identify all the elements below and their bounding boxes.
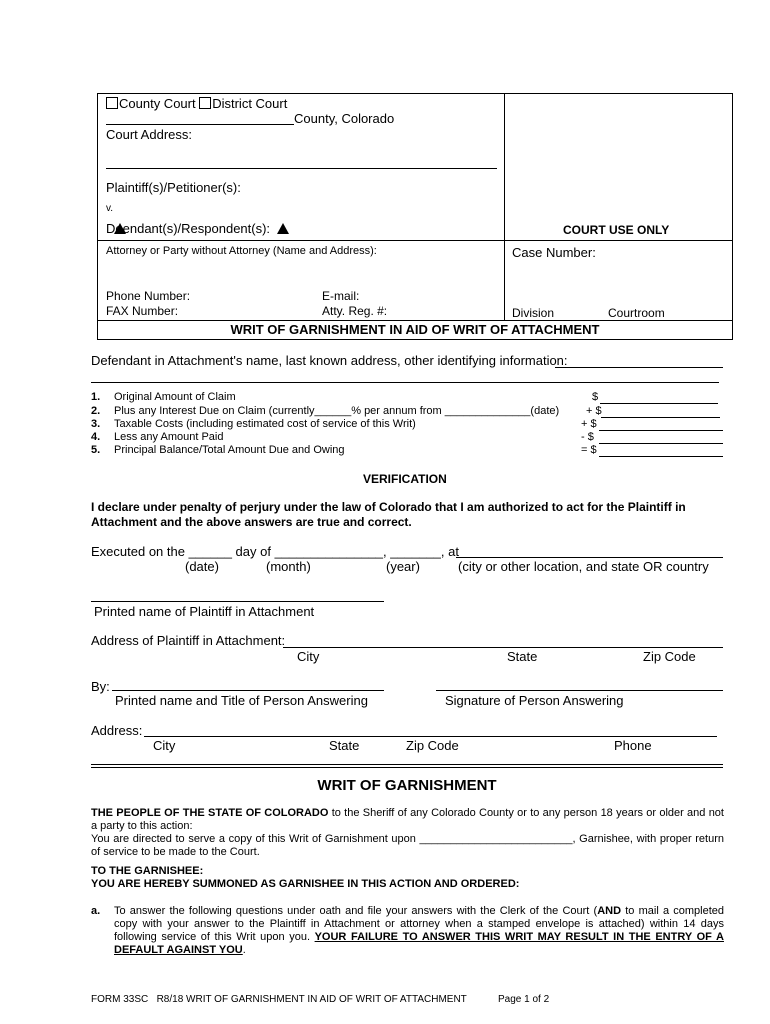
email-label: E-mail: <box>322 289 360 303</box>
item-1-sign: $ <box>592 391 599 403</box>
court-selection <box>106 96 287 111</box>
defendant-suffix: endant(s)/Respondent(s): <box>122 221 271 236</box>
plaintiff-zip-caption: Zip Code <box>643 649 696 664</box>
item-4-amount-line[interactable] <box>599 443 723 444</box>
item-a-part-1: To answer the following questions under oath and file your answers with the Clerk of the Court ( <box>114 905 598 917</box>
writ-heading: WRIT OF GARNISHMENT <box>317 777 497 794</box>
court-address-line[interactable] <box>106 168 497 169</box>
county-colorado-label: County, Colorado <box>294 111 395 126</box>
printed-title-caption: Printed name and Title of Person Answering <box>115 693 368 708</box>
item-a-and: AND <box>597 905 622 917</box>
executed-month-caption: (month) <box>266 559 311 574</box>
item-4-sign: - $ <box>581 431 594 443</box>
versus-label: v. <box>106 203 114 214</box>
people-paragraph <box>91 807 724 833</box>
item-1-amount-line[interactable] <box>600 403 718 404</box>
caption-vertical-divider <box>504 93 505 321</box>
item-a-text <box>114 905 724 957</box>
address-label: Address: <box>91 723 143 738</box>
plaintiff-city-caption: City <box>297 649 320 664</box>
item-4-label: Less any Amount Paid <box>114 431 224 443</box>
printed-name-plaintiff-label: Printed name of Plaintiff in Attachment <box>94 604 315 619</box>
item-1-label: Original Amount of Claim <box>114 391 236 403</box>
footer-form-id: FORM 33SC R8/18 WRIT OF GARNISHMENT IN AID OF WRIT OF ATTACHMENT <box>91 994 467 1005</box>
division-label: Division <box>512 306 555 320</box>
plaintiff-label: Plaintiff(s)/Petitioner(s): <box>106 180 241 195</box>
printed-name-plaintiff-line[interactable] <box>91 601 384 602</box>
to-garnishee-label: TO THE GARNISHEE: <box>91 865 204 877</box>
item-1-num: 1. <box>91 391 101 403</box>
section-divider <box>91 764 723 768</box>
footer-page-number: Page 1 of 2 <box>498 994 550 1005</box>
item-4-num: 4. <box>91 431 101 443</box>
people-rest: to the Sheriff of any Colorado County or to any person 18 years or older and not a party to this action: <box>91 807 724 832</box>
item-3-num: 3. <box>91 418 101 430</box>
defendant-label <box>106 221 289 236</box>
triangle-marker-icon <box>277 223 289 234</box>
executed-on-text: Executed on the ______ day of _______________, _______, at <box>91 544 459 559</box>
item-a-part-2: to mail a completed copy with your answer to the Plaintiff in Attachment or attorney when a stamped envelope is attached) within 14 days following service of this Writ upon you. <box>114 905 724 943</box>
signature-line[interactable] <box>436 690 723 691</box>
address-plaintiff-label: Address of Plaintiff in Attachment: <box>91 633 286 648</box>
county-court-checkbox[interactable] <box>106 97 118 109</box>
item-2-label: Plus any Interest Due on Claim (currently______% per annum from ______________(date) <box>114 405 560 417</box>
plaintiff-state-caption: State <box>507 649 538 664</box>
item-2-amount-line[interactable] <box>601 417 720 418</box>
district-court-checkbox[interactable] <box>199 97 211 109</box>
district-court-label: District Court <box>212 96 288 111</box>
verification-heading: VERIFICATION <box>363 472 447 486</box>
item-a-end: . <box>242 944 246 956</box>
defendant-info-line-2[interactable] <box>91 382 719 383</box>
address-zip-caption: Zip Code <box>406 738 459 753</box>
address-state-caption: State <box>329 738 360 753</box>
court-use-only: COURT USE ONLY <box>563 223 670 237</box>
case-number-label: Case Number: <box>512 245 596 260</box>
by-label: By: <box>91 679 110 694</box>
item-3-sign: + $ <box>581 418 597 430</box>
defendant-info-label: Defendant in Attachment's name, last known address, other identifying information: <box>91 353 568 368</box>
phone-number-label: Phone Number: <box>106 289 191 303</box>
item-a-label: a. <box>91 905 101 917</box>
item-5-label: Principal Balance/Total Amount Due and Owing <box>114 444 345 456</box>
item-5-num: 5. <box>91 444 101 456</box>
defendant-info-line-1[interactable] <box>555 367 723 368</box>
county-name-line[interactable] <box>106 124 294 125</box>
address-city-caption: City <box>153 738 176 753</box>
directed-paragraph: You are directed to serve a copy of this Writ of Garnishment upon _________________________, Garnishee, with proper return of service to be made to the Court. <box>91 833 724 858</box>
address-plaintiff-line[interactable] <box>283 647 723 648</box>
item-5-sign: = $ <box>581 444 597 456</box>
executed-year-caption: (year) <box>386 559 420 574</box>
printed-title-line[interactable] <box>112 690 384 691</box>
caption-horizontal-divider <box>97 240 733 241</box>
attorney-label: Attorney or Party without Attorney (Name and Address): <box>106 245 377 257</box>
address-line[interactable] <box>144 736 717 737</box>
item-5-amount-line[interactable] <box>599 456 723 457</box>
county-court-label: County Court <box>119 96 196 111</box>
defendant-prefix: De <box>106 221 123 236</box>
executed-location-line[interactable] <box>456 557 723 558</box>
item-a-warning: YOUR FAILURE TO ANSWER THIS WRIT MAY RESULT IN THE ENTRY OF A DEFAULT AGAINST YOU <box>114 931 724 956</box>
verification-declaration: I declare under penalty of perjury under the law of Colorado that I am authorized to act for the Plaintiff in Attachment and the above answers are true and correct. <box>91 500 686 529</box>
executed-date-caption: (date) <box>185 559 219 574</box>
address-phone-caption: Phone <box>614 738 652 753</box>
executed-location-caption: (city or other location, and state OR country <box>458 559 709 574</box>
signature-caption: Signature of Person Answering <box>445 693 624 708</box>
atty-reg-label: Atty. Reg. #: <box>322 304 388 318</box>
form-title: WRIT OF GARNISHMENT IN AID OF WRIT OF ATTACHMENT <box>230 322 600 337</box>
item-2-sign: + $ <box>586 405 602 417</box>
item-2-num: 2. <box>91 405 101 417</box>
caption-box <box>97 93 733 321</box>
item-3-amount-line[interactable] <box>599 430 723 431</box>
summoned-label: YOU ARE HEREBY SUMMONED AS GARNISHEE IN THIS ACTION AND ORDERED: <box>91 878 520 890</box>
court-address-label: Court Address: <box>106 127 192 142</box>
people-bold: THE PEOPLE OF THE STATE OF COLORADO <box>91 807 329 819</box>
courtroom-label: Courtroom <box>608 306 665 320</box>
item-3-label: Taxable Costs (including estimated cost of service of this Writ) <box>114 418 416 430</box>
fax-number-label: FAX Number: <box>106 304 179 318</box>
